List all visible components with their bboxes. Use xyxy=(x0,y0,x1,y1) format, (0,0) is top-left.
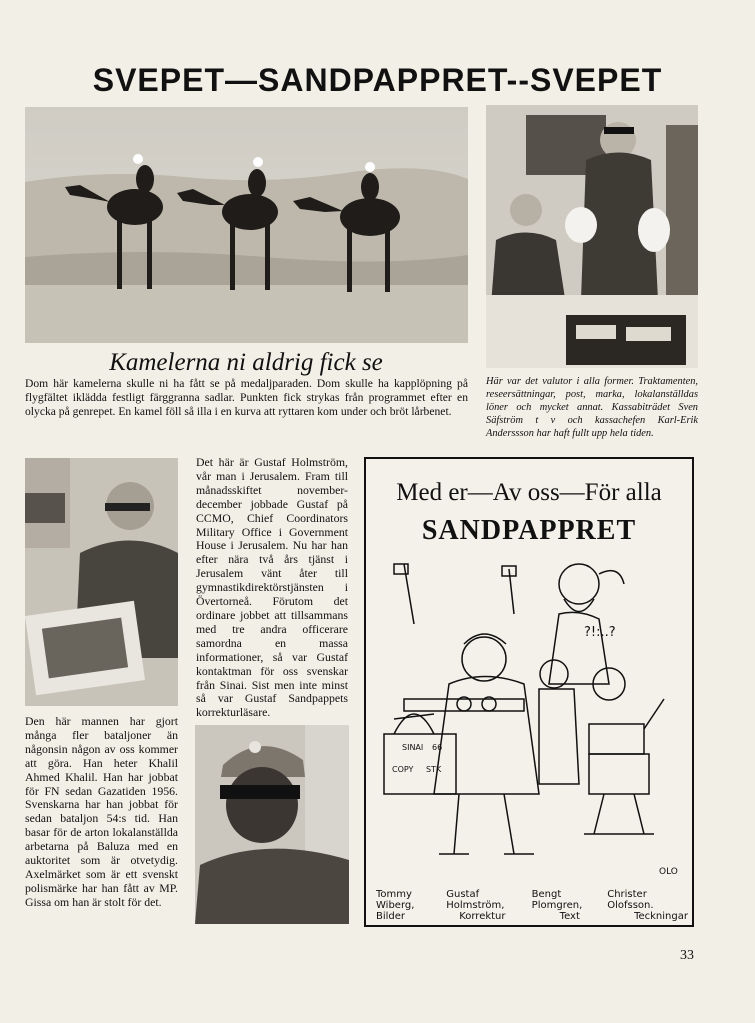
credit-name-4: Christer Olofsson. xyxy=(607,889,654,911)
camel-story-title: Kamelerna ni aldrig fick se xyxy=(109,349,383,376)
cashiers-caption: Här var det valutor i alla former. Traktamenten, reseersättningar, post, marka, lokalanställdas löner och mycket annat. Kassabiträdet Sven Säfström t v och kassachefen Karl-Erik Anderssson har haft fullt upp hela tiden. xyxy=(486,376,698,439)
khalil-photo xyxy=(195,725,349,924)
credit-role-1: Bilder xyxy=(376,911,406,922)
credit-role-4: Teckningar xyxy=(634,911,688,922)
credit-name-2: Gustaf Holmström, xyxy=(446,889,505,911)
page-headline: SVEPET—SANDPAPPRET--SVEPET xyxy=(92,62,663,98)
camel-race-photo xyxy=(25,107,468,343)
sandppret-ad xyxy=(364,457,694,927)
cartoon-sign-copy: COPY xyxy=(392,765,414,774)
staff-cartoon xyxy=(374,554,686,884)
credit-role-3: Text xyxy=(559,911,580,922)
cartoon-bubble: ?!:..? xyxy=(584,625,616,640)
credit-name-1: Tommy Wiberg, xyxy=(376,889,415,911)
cashiers-photo xyxy=(486,105,698,368)
cartoon-signature: OLO xyxy=(659,867,678,877)
camel-story-text: Dom här kamelerna skulle ni ha fått se på medaljparaden. Dom skulle ha kapplöpning på flygfältet iklädda festligt färggranna sadlar. Punkten fick strykas från programmet efter en olycka på genrepet. En kamel föll så illa i en kurva att ryttaren kom under och bröt lårbenet. xyxy=(25,377,468,418)
cartoon-sign-sinai: SINAI xyxy=(402,743,424,752)
credit-name-3: Bengt Plomgren, xyxy=(531,889,583,911)
khalil-text: Den här mannen har gjort många fler bataljoner än någonsin någon av oss kommer att göra. Han heter Khalil Ahmed Khalil. Han har jobbat för FN sedan Gazatiden 1956. Svenskarna har han jobbat för sedan bataljon 54:s tid. Han basar för de arton lokalanställda arbetarna på Baluza med en auktoritet som är otvetydig. Axelmärket som är ett svenskt polismärke har han fått av MP. Gissa om han är stolt för det. xyxy=(25,714,178,909)
credit-role-2: Korrektur xyxy=(459,911,506,922)
cartoon-sign-number: 66 xyxy=(432,743,443,752)
gustaf-photo xyxy=(25,458,178,706)
ad-slogan: Med er—Av oss—För alla xyxy=(396,479,662,506)
ad-credits xyxy=(376,889,688,922)
ad-title: SANDPAPPRET xyxy=(421,515,637,546)
gustaf-text: Det här är Gustaf Holmström, vår man i Jerusalem. Fram till månadsskiftet november-december jobbade Gustaf på CCMO, Chief Coordinators Military Office i Government House i Jerusalem. Nu har han efter nära två års tjänst i Jerusalem vänt åter till gymnastikdirektörstjänsten i Övertorneå. Förutom det ordinare jobbet att tillsammans med tre andra officerare samordna en massa informationer, så var Gustaf kontaktman för oss svenskar från Sinai. Sist men inte minst så var Gustaf Sandpappets korrekturläsare. xyxy=(196,455,348,720)
page-number: 33 xyxy=(680,948,694,963)
cartoon-sign-stk: STK xyxy=(426,765,442,774)
